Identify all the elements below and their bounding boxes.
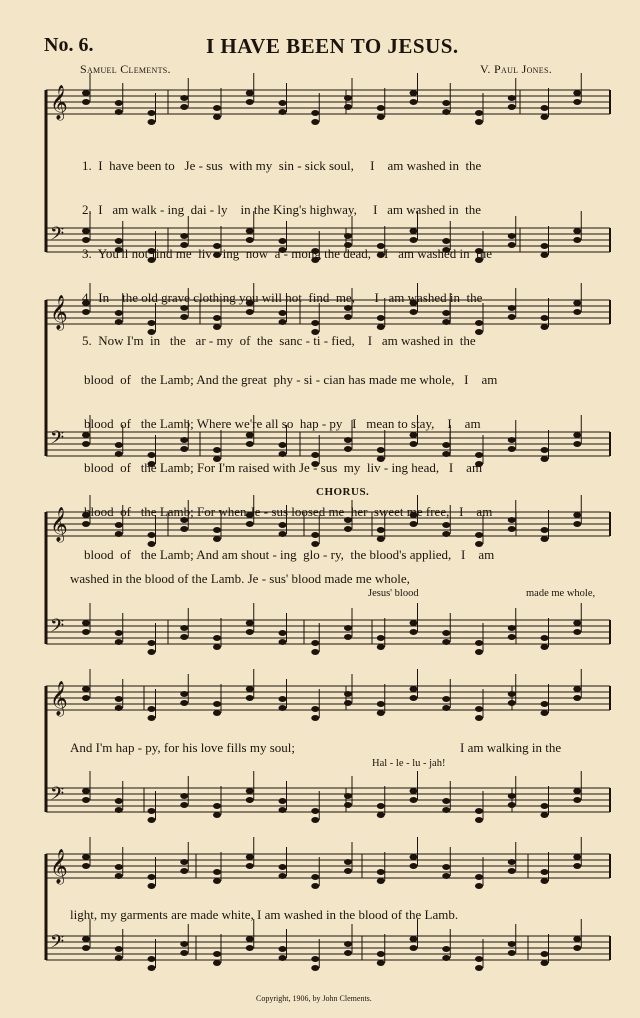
notehead [279, 873, 287, 879]
verse-lyrics-part2 [84, 344, 497, 592]
notehead [115, 100, 123, 106]
verse-line-5: 5. Now I'm in the ar - my of the sanc - ti - fied, I am washed in the [82, 333, 476, 349]
notehead [82, 695, 90, 701]
notehead [311, 874, 319, 880]
notehead [573, 99, 581, 105]
notehead [82, 936, 90, 942]
notehead [213, 635, 221, 641]
chorus-label: CHORUS. [316, 486, 370, 498]
notehead [541, 105, 549, 111]
notehead [442, 807, 450, 813]
notehead [82, 854, 90, 860]
notehead [541, 536, 549, 542]
notehead [82, 99, 90, 105]
notehead [442, 630, 450, 636]
notehead [180, 104, 188, 110]
notehead [573, 237, 581, 243]
bass-clef-icon: 𝄢 [50, 616, 65, 641]
bass-clef-icon: 𝄢 [50, 428, 65, 453]
notehead [344, 625, 352, 631]
notehead [246, 90, 254, 96]
notehead [82, 90, 90, 96]
notehead [508, 104, 516, 110]
notehead [115, 807, 123, 813]
notehead [180, 95, 188, 101]
notehead [508, 625, 516, 631]
notehead [475, 817, 483, 823]
notehead [213, 114, 221, 120]
verse-line-2: 2. I am walk - ing dai - ly in the King's highway, I am washed in the [82, 201, 482, 217]
notehead [377, 869, 385, 875]
notehead [279, 705, 287, 711]
notehead [541, 252, 549, 258]
notehead [279, 639, 287, 645]
notehead [410, 863, 418, 869]
notehead [442, 696, 450, 702]
notehead [180, 700, 188, 706]
notehead [246, 863, 254, 869]
notehead [410, 854, 418, 860]
notehead [148, 649, 156, 655]
notehead [148, 808, 156, 814]
notehead [508, 868, 516, 874]
chorus-bass-lyric-1b: made me whole, [526, 588, 596, 599]
notehead [573, 686, 581, 692]
hymn-number: No. 6. [44, 34, 94, 56]
notehead [311, 715, 319, 721]
notehead [475, 640, 483, 646]
notehead [311, 808, 319, 814]
notehead [82, 797, 90, 803]
notehead [541, 324, 549, 330]
copyright-notice: Copyright, 1906, by John Clements. [256, 994, 372, 1003]
bass-clef-icon: 𝄢 [50, 784, 65, 809]
notehead [115, 798, 123, 804]
notehead [573, 309, 581, 315]
notehead [279, 807, 287, 813]
notehead [573, 629, 581, 635]
notehead [180, 625, 188, 631]
notehead [246, 686, 254, 692]
notehead [541, 951, 549, 957]
notehead [508, 634, 516, 640]
hymn-title: I HAVE BEEN TO JESUS. [206, 34, 459, 58]
notehead [541, 701, 549, 707]
notehead [279, 864, 287, 870]
notehead [541, 812, 549, 818]
notehead [213, 701, 221, 707]
notehead [213, 951, 221, 957]
notehead [180, 868, 188, 874]
notehead [148, 883, 156, 889]
notehead [508, 941, 516, 947]
notehead [541, 869, 549, 875]
verse2-line-4: blood of the Lamb; For when Je - sus loosed me her sweet me free, I am [84, 503, 493, 519]
notehead [508, 793, 516, 799]
notehead [180, 691, 188, 697]
notehead [573, 695, 581, 701]
notehead [377, 701, 385, 707]
notehead [442, 955, 450, 961]
notehead [148, 715, 156, 721]
notehead [344, 634, 352, 640]
notehead [279, 696, 287, 702]
notehead [213, 803, 221, 809]
notehead [82, 788, 90, 794]
notehead [442, 864, 450, 870]
notehead [541, 878, 549, 884]
notehead [213, 710, 221, 716]
notehead [344, 793, 352, 799]
notehead [344, 868, 352, 874]
notehead [508, 305, 516, 311]
notehead [246, 99, 254, 105]
notehead [573, 945, 581, 951]
treble-clef-icon: 𝄞 [50, 849, 68, 884]
notehead [180, 793, 188, 799]
notehead [377, 710, 385, 716]
notehead [279, 798, 287, 804]
notehead [377, 644, 385, 650]
notehead [148, 110, 156, 116]
notehead [541, 960, 549, 966]
notehead [541, 803, 549, 809]
notehead [82, 945, 90, 951]
bass-clef-icon: 𝄢 [50, 932, 65, 957]
notehead [410, 788, 418, 794]
notehead [115, 109, 123, 115]
notehead [148, 640, 156, 646]
notehead [246, 620, 254, 626]
notehead [344, 941, 352, 947]
notehead [541, 315, 549, 321]
notehead [410, 99, 418, 105]
notehead [311, 110, 319, 116]
notehead [115, 705, 123, 711]
notehead [541, 644, 549, 650]
notehead [541, 635, 549, 641]
verse2-line-3: blood of the Lamb; For I'm raised with Je - sus my liv - ing head, I am [84, 459, 483, 475]
notehead [246, 788, 254, 794]
notehead [475, 965, 483, 971]
notehead [573, 863, 581, 869]
notehead [508, 314, 516, 320]
notehead [213, 960, 221, 966]
notehead [180, 634, 188, 640]
notehead [508, 802, 516, 808]
notehead [148, 817, 156, 823]
notehead [115, 639, 123, 645]
notehead [410, 797, 418, 803]
notehead [148, 956, 156, 962]
notehead [246, 629, 254, 635]
notehead [442, 946, 450, 952]
notehead [246, 936, 254, 942]
notehead [311, 965, 319, 971]
notehead [475, 956, 483, 962]
notehead [442, 705, 450, 711]
notehead [311, 956, 319, 962]
notehead [508, 437, 516, 443]
notehead [442, 798, 450, 804]
notehead [311, 817, 319, 823]
treble-clef-icon: 𝄞 [50, 295, 68, 330]
notehead [573, 90, 581, 96]
notehead [115, 955, 123, 961]
verse-lyrics-part1 [82, 130, 492, 378]
chorus-lyric-3: light, my garments are made white, I am washed in the blood of the Lamb. [70, 907, 459, 922]
notehead [344, 700, 352, 706]
verse2-line-2: blood of the Lamb; Where we're all so hap - py I mean to stay, I am [84, 415, 481, 431]
notehead [213, 105, 221, 111]
notehead [442, 639, 450, 645]
notehead [573, 300, 581, 306]
notehead [82, 863, 90, 869]
notehead [344, 95, 352, 101]
notehead [82, 686, 90, 692]
notehead [508, 859, 516, 865]
notehead [279, 630, 287, 636]
notehead [475, 649, 483, 655]
notehead [180, 950, 188, 956]
treble-clef-icon: 𝄞 [50, 507, 68, 542]
notehead [377, 812, 385, 818]
notehead [82, 629, 90, 635]
notehead [442, 109, 450, 115]
notehead [115, 696, 123, 702]
notehead [541, 114, 549, 120]
notehead [279, 109, 287, 115]
notehead [115, 630, 123, 636]
notehead [246, 797, 254, 803]
notehead [246, 945, 254, 951]
notehead [410, 945, 418, 951]
chorus-lyric-2a: And I'm hap - py, for his love fills my soul; [70, 740, 296, 755]
notehead [573, 432, 581, 438]
notehead [180, 941, 188, 947]
notehead [508, 95, 516, 101]
notehead [344, 802, 352, 808]
chorus-lyric-2b: I am walking in the [460, 740, 562, 755]
notehead [475, 808, 483, 814]
notehead [311, 640, 319, 646]
notehead [344, 104, 352, 110]
notehead [377, 878, 385, 884]
notehead [475, 119, 483, 125]
notehead [573, 854, 581, 860]
notehead [377, 951, 385, 957]
notehead [377, 114, 385, 120]
notehead [344, 691, 352, 697]
notehead [148, 874, 156, 880]
notehead [573, 441, 581, 447]
notehead [279, 100, 287, 106]
notehead [410, 620, 418, 626]
notehead [541, 456, 549, 462]
notehead [311, 119, 319, 125]
notehead [410, 90, 418, 96]
notehead [508, 700, 516, 706]
verse-line-3: 3. You'll not find me liv - ing now a - mong the dead, I am washed in the [82, 245, 492, 261]
notehead [246, 854, 254, 860]
notehead [508, 950, 516, 956]
verse2-line-5: blood of the Lamb; And am shout - ing glo - ry, the blood's applied, I am [84, 547, 495, 563]
notehead [508, 517, 516, 523]
notehead [573, 788, 581, 794]
notehead [148, 119, 156, 125]
notehead [573, 521, 581, 527]
notehead [475, 874, 483, 880]
notehead [279, 946, 287, 952]
chorus-bass-lyric-1a: Jesus' blood [368, 588, 419, 599]
composer-credit: V. Paul Jones. [480, 62, 552, 76]
notehead [246, 695, 254, 701]
treble-clef-icon: 𝄞 [50, 85, 68, 120]
notehead [213, 644, 221, 650]
notehead [410, 936, 418, 942]
chorus-bass-lyric-2: Hal - le - lu - jah! [372, 758, 446, 769]
notehead [213, 878, 221, 884]
notehead [573, 797, 581, 803]
notehead [213, 812, 221, 818]
notehead [115, 873, 123, 879]
notehead [311, 883, 319, 889]
notehead [442, 873, 450, 879]
notehead [180, 802, 188, 808]
notehead [541, 243, 549, 249]
notehead [475, 883, 483, 889]
notehead [213, 869, 221, 875]
notehead [508, 526, 516, 532]
notehead [115, 864, 123, 870]
notehead [377, 803, 385, 809]
verse-line-4: 4. In the old grave clothing you will not find me, I am washed in the [82, 289, 483, 305]
chorus-lyric-1: washed in the blood of the Lamb. Je - sus' blood made me whole, [70, 571, 410, 586]
notehead [573, 936, 581, 942]
notehead [573, 228, 581, 234]
notehead [508, 691, 516, 697]
bass-clef-icon: 𝄢 [50, 224, 65, 249]
verse2-line-1: blood of the Lamb; And the great phy - si - cian has made me whole, I am [84, 372, 498, 388]
notehead [82, 620, 90, 626]
notehead [410, 686, 418, 692]
notehead [475, 110, 483, 116]
notehead [410, 695, 418, 701]
notehead [475, 715, 483, 721]
treble-clef-icon: 𝄞 [50, 681, 68, 716]
notehead [508, 446, 516, 452]
notehead [573, 512, 581, 518]
notehead [311, 649, 319, 655]
notehead [148, 965, 156, 971]
notehead [148, 706, 156, 712]
notehead [541, 710, 549, 716]
notehead [508, 233, 516, 239]
lyricist-credit: Samuel Clements. [80, 62, 171, 76]
notehead [410, 629, 418, 635]
notehead [541, 447, 549, 453]
notehead [475, 706, 483, 712]
notehead [115, 946, 123, 952]
notehead [442, 100, 450, 106]
notehead [541, 527, 549, 533]
notehead [377, 960, 385, 966]
notehead [344, 950, 352, 956]
notehead [377, 635, 385, 641]
notehead [279, 955, 287, 961]
notehead [311, 706, 319, 712]
notehead [573, 620, 581, 626]
notehead [508, 242, 516, 248]
verse-line-1: 1. I have been to Je - sus with my sin - sick soul, I am washed in the [82, 158, 482, 174]
notehead [377, 105, 385, 111]
notehead [180, 859, 188, 865]
notehead [344, 859, 352, 865]
